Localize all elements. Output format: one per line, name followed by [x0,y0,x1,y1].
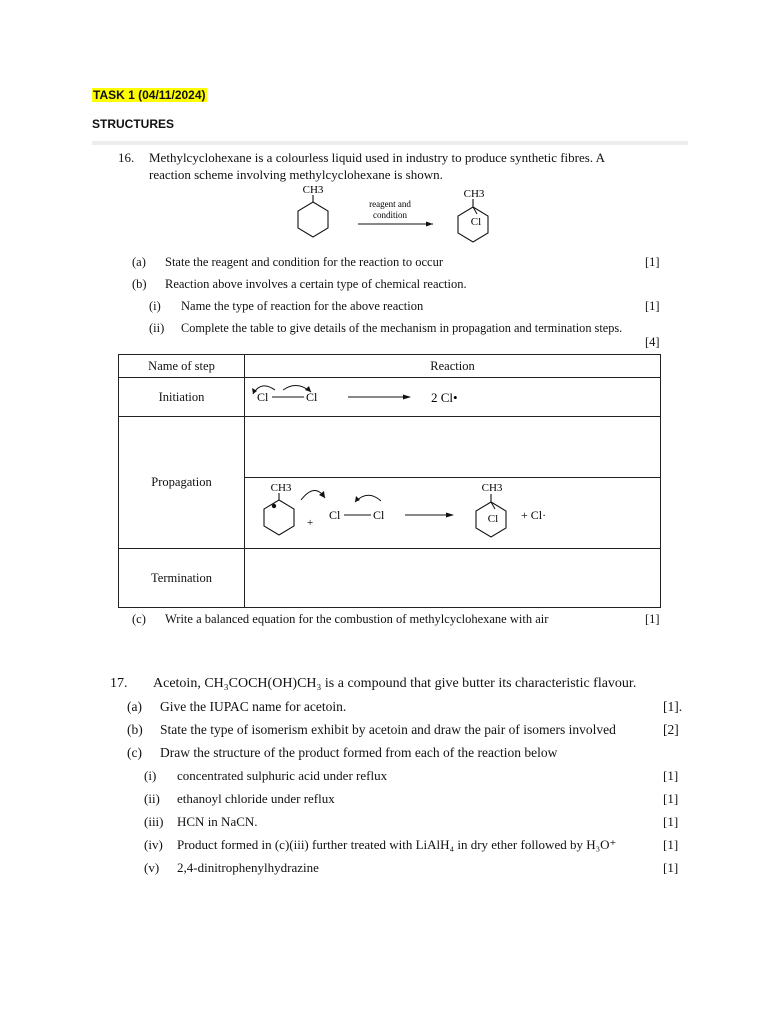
q16c-text: Write a balanced equation for the combustion of methylcyclohexane with air [165,612,549,626]
initiation-arrowhead [403,395,411,400]
reaction-initiation [245,378,661,417]
q16b-text: Reaction above involves a certain type of chemical reaction. [165,277,467,291]
reaction-propagation-blank [245,417,661,478]
q16c-label: (c) [132,612,146,626]
table-row-propagation-1 [119,417,661,478]
step-propagation: Propagation [119,417,245,549]
q17-number: 17. [110,676,128,691]
q16bii-text: Complete the table to give details of the mechanism in propagation and termination steps. [181,321,623,335]
table-header-row [119,355,661,378]
initiation-cl-b: Cl [306,390,318,404]
q17c-text: Draw the structure of the product formed from each of the reaction below [160,745,558,760]
q17ciii-label: (iii) [144,814,164,829]
q17c-label: (c) [127,745,142,760]
propagation-equation [245,478,660,544]
q16-number: 16. [118,150,135,165]
q17civ-text: Product formed in (c)(iii) further treated with LiAlH₄ in dry ether followed by H₃O⁺ [177,837,617,852]
q17cv-mark: [1] [663,860,679,875]
q17civ-label: (iv) [144,837,163,852]
table-row-termination [119,549,661,608]
q17b-mark: [2] [663,722,679,737]
propagation-arrowhead [446,513,454,518]
section-separator [92,141,688,145]
header-reaction: Reaction [245,355,661,378]
q17cii-mark: [1] [663,791,679,806]
initiation-equation [245,378,545,412]
q17civ-mark: [1] [663,837,679,852]
q16bii-mark: [4] [645,335,660,349]
propagation-cl-a: Cl [329,508,341,522]
step-termination: Termination [119,549,245,608]
q17a-mark: [1]. [663,699,683,714]
q17cv-label: (v) [144,860,160,875]
reaction-scheme [290,182,500,246]
mechanism-table [118,354,661,608]
q17b-label: (b) [127,722,143,737]
q17ciii-mark: [1] [663,814,679,829]
q16b-label: (b) [132,277,147,291]
q16bi-mark: [1] [645,299,660,313]
reaction-propagation [245,478,661,549]
reaction-arrowhead [426,222,433,227]
q16c-mark: [1] [645,612,660,626]
arrow-label-line2: condition [373,210,407,220]
curly-arrow-bond [355,495,381,502]
section-title: STRUCTURES [92,117,175,131]
radical-cyclohexane-ring [264,500,294,535]
q17a-label: (a) [127,699,142,714]
reactant-cyclohexane-ring [298,202,328,237]
initiation-cl-a: Cl [257,390,269,404]
product-ch3-label: CH3 [463,188,485,200]
product-cl-label-2: Cl [487,513,499,525]
table-row-initiation [119,378,661,417]
q17cv-text: 2,4-dinitrophenylhydrazine [177,860,319,875]
q16bi-text: Name the type of reaction for the above reaction [181,299,424,313]
task-title: TASK 1 (04/11/2024) [93,88,206,102]
q16a-text: State the reagent and condition for the reaction to occur [165,255,444,269]
q16a-mark: [1] [645,255,660,269]
q17a-text: Give the IUPAC name for acetoin. [160,699,347,714]
radical-dot [272,504,276,508]
product-ch3-label-2: CH3 [481,482,503,494]
radical-ch3-label: CH3 [270,482,292,494]
product-cl-label: Cl [470,216,482,228]
step-initiation: Initiation [119,378,245,417]
q17ci-text: concentrated sulphuric acid under reflux [177,768,388,783]
q17ci-mark: [1] [663,768,679,783]
reactant-ch3-label: CH3 [302,184,324,196]
q17cii-label: (ii) [144,791,160,806]
q17b-text: State the type of isomerism exhibit by acetoin and draw the pair of isomers involved [160,722,616,737]
q16-intro-line2: reaction scheme involving methylcyclohexane is shown. [149,167,443,182]
initiation-product: 2 Cl• [431,390,458,405]
reaction-termination-blank [245,549,661,608]
propagation-product: + Cl· [521,508,547,522]
propagation-plus: + [307,517,314,529]
q16a-label: (a) [132,255,146,269]
arrow-label-line1: reagent and [369,199,411,209]
q17cii-text: ethanoyl chloride under reflux [177,791,335,806]
propagation-cl-b: Cl [373,508,385,522]
q16bi-label: (i) [149,299,161,313]
q16-intro-line1: Methylcyclohexane is a colourless liquid used in industry to produce synthetic fibres. A [149,150,605,165]
header-step: Name of step [119,355,245,378]
q17-intro: Acetoin, CH₃COCH(OH)CH₃ is a compound that give butter its characteristic flavour. [153,676,637,691]
q17ci-label: (i) [144,768,157,783]
q17ciii-text: HCN in NaCN. [177,814,258,829]
q16bii-label: (ii) [149,321,165,335]
